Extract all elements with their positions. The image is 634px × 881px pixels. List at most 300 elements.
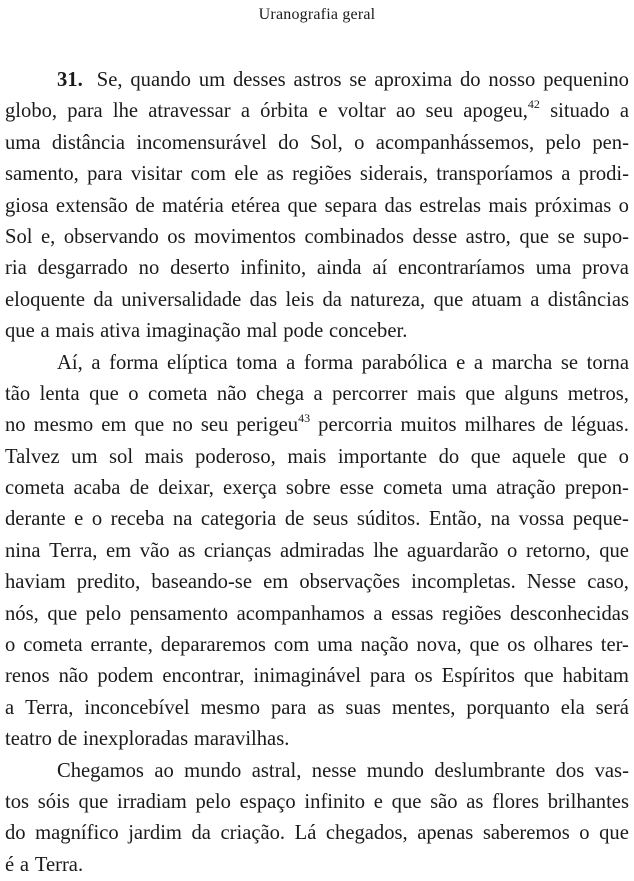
word: o (507, 539, 518, 562)
word: retorno, (525, 539, 591, 562)
word: e (318, 100, 328, 123)
word: dos (555, 759, 585, 782)
word: forma (109, 351, 159, 374)
word: pelo (545, 131, 581, 154)
word: percorria (318, 414, 393, 437)
word: leis (285, 288, 315, 311)
word: o (618, 445, 629, 468)
word: ela (560, 696, 585, 719)
word: porquanto (466, 696, 550, 719)
word: supo- (583, 225, 629, 248)
section-number: 31. (57, 69, 83, 91)
word: matéria (161, 194, 224, 217)
word: a (561, 163, 571, 186)
word: em (263, 571, 289, 594)
word: etérea (231, 194, 281, 217)
word: seu (200, 414, 229, 437)
word: a (313, 382, 323, 405)
word: depararemos (160, 634, 266, 657)
word: parabólica (361, 351, 448, 374)
word: se (557, 225, 575, 248)
word: jardim (128, 822, 182, 845)
word: para (87, 163, 123, 186)
word: que (433, 288, 464, 311)
word: ter- (600, 634, 629, 657)
text-line (5, 693, 629, 724)
word: Sol, (310, 131, 343, 154)
word: da (322, 288, 342, 311)
word: pen- (592, 131, 629, 154)
word: prepon- (564, 477, 629, 500)
word: ao (396, 100, 416, 123)
text-line (5, 599, 629, 630)
word: a (286, 351, 296, 374)
word: importante (337, 445, 428, 468)
word: atravessar (148, 100, 231, 123)
text-line (5, 348, 629, 379)
word: ativa (100, 320, 141, 343)
word: nesse (311, 759, 357, 782)
footnote-marker[interactable]: 43 (298, 411, 311, 426)
word: caso, (587, 571, 629, 594)
word: mais (287, 445, 327, 468)
word: atração (496, 477, 556, 500)
word: a (19, 853, 30, 876)
word: as (317, 696, 335, 719)
text-line (5, 630, 629, 661)
word: as (466, 790, 484, 813)
word: mentes, (391, 696, 456, 719)
word: distância (51, 131, 126, 154)
word: das (249, 288, 278, 311)
word: as (178, 539, 196, 562)
word: maravilhas. (193, 728, 290, 751)
word: os (414, 665, 433, 688)
word: sol (109, 445, 134, 468)
paragraph (5, 348, 629, 756)
word: seu (425, 100, 454, 123)
text-line (5, 787, 629, 818)
word: da (93, 288, 113, 311)
word: o (618, 194, 629, 217)
text-line (5, 253, 629, 284)
word: de (284, 508, 305, 531)
paragraph (5, 65, 629, 348)
word: ele (234, 163, 259, 186)
word: essas (391, 602, 434, 625)
word: para (369, 665, 406, 688)
word: aproxima (374, 69, 453, 91)
word: que (391, 790, 422, 813)
word: acompanhamos (236, 602, 365, 625)
word: chegados, (325, 822, 408, 845)
word: distâncias (547, 288, 629, 311)
word: espaço (239, 790, 296, 813)
word: o (128, 382, 139, 405)
word: peque- (572, 508, 629, 531)
word: das (384, 194, 412, 217)
word: ainda (316, 257, 362, 280)
word: quando (130, 69, 191, 91)
word: universalidade (121, 288, 242, 311)
word: Lá (294, 822, 317, 845)
word: muitos (400, 414, 457, 437)
word: de (543, 414, 564, 437)
word: conceber. (329, 320, 408, 343)
word: prova (582, 257, 629, 280)
word: aquele (512, 445, 566, 468)
text-line (5, 661, 629, 692)
word: teatro (5, 728, 52, 751)
word: prodi- (578, 163, 629, 186)
word: errante, (90, 634, 153, 657)
page-body (5, 65, 629, 881)
word: inimaginável (253, 665, 361, 688)
word: admiradas (279, 539, 365, 562)
word: infinito (304, 790, 366, 813)
word: nova, (416, 634, 462, 657)
word: na (490, 508, 511, 531)
word: criação. (220, 822, 286, 845)
word: sóis (37, 790, 70, 813)
word: que (287, 194, 318, 217)
word: as (266, 163, 284, 186)
word: voltar (337, 100, 386, 123)
word: pelo (85, 602, 122, 625)
word: encontrar, (162, 665, 245, 688)
word: inconcebível (84, 696, 190, 719)
word: movimentos (194, 225, 296, 248)
word: de (129, 477, 150, 500)
word: nós, (5, 602, 39, 625)
text-line (5, 316, 629, 347)
word: acompanhássemos, (375, 131, 535, 154)
word: o (354, 131, 365, 154)
word: alguns (504, 382, 559, 405)
word: os (167, 225, 186, 248)
text-line (5, 379, 629, 410)
word: pequenino (543, 69, 629, 91)
word: não (58, 665, 89, 688)
word: que (134, 414, 165, 437)
word: se (560, 351, 579, 374)
word: encontraríamos (398, 257, 525, 280)
word: os (507, 634, 526, 657)
word: Sol (5, 225, 33, 248)
word: Aí, (57, 351, 83, 374)
word: mais (416, 382, 456, 405)
word: a (40, 320, 50, 343)
word: para (270, 696, 307, 719)
word: imaginação (145, 320, 241, 343)
word: perigeu$^{43}$ (236, 411, 311, 437)
word: na (172, 508, 193, 531)
word: predito, (76, 571, 141, 594)
text-line (5, 850, 629, 881)
word: extensão (55, 194, 128, 217)
word: no (172, 414, 193, 437)
word: sobre (285, 477, 331, 500)
word: chega (256, 382, 305, 405)
word: Chegamos (57, 759, 144, 782)
word: mundo (366, 759, 424, 782)
text-line (5, 65, 629, 96)
word: se (349, 69, 367, 91)
word: Então, (428, 508, 483, 531)
word: metros, (567, 382, 629, 405)
word: situado (550, 100, 610, 123)
word: astro, (465, 225, 511, 248)
word: a (373, 602, 383, 625)
word: a (619, 100, 629, 123)
word: no (138, 257, 160, 280)
word: desse (412, 225, 458, 248)
word: irradiam (117, 790, 187, 813)
text-line (5, 285, 629, 316)
word: esse (339, 477, 374, 500)
word: e (456, 351, 466, 374)
word: suas (345, 696, 381, 719)
word: mesmo (33, 414, 94, 437)
word: flores (492, 790, 540, 813)
word: infinito, (240, 257, 307, 280)
word: categoria (200, 508, 277, 531)
word: combinados (304, 225, 404, 248)
text-line (5, 442, 629, 473)
word: toma (236, 351, 278, 374)
footnote-marker[interactable]: 42 (527, 97, 540, 112)
text-line (5, 222, 629, 253)
word: forma (303, 351, 354, 374)
word: são (430, 790, 458, 813)
word: nosso (488, 69, 536, 91)
word: natureza, (350, 288, 426, 311)
word: que (47, 602, 78, 625)
word: que (78, 790, 109, 813)
word: pode (283, 320, 324, 343)
word: uma (317, 634, 353, 657)
word: será (595, 696, 629, 719)
text-line (5, 724, 629, 755)
word: receba (110, 508, 165, 531)
word: a (530, 288, 540, 311)
word: no (5, 414, 26, 437)
word: observações (299, 571, 400, 594)
word: não (216, 382, 247, 405)
word: Se, (96, 69, 123, 91)
word: incomensurável (136, 131, 267, 154)
word: cometa (23, 634, 83, 657)
word: siderais, (359, 163, 428, 186)
word: mal (246, 320, 278, 343)
word: para (67, 100, 103, 123)
word: que (465, 382, 496, 405)
word: uma (535, 257, 572, 280)
word: de (135, 194, 155, 217)
word: vas- (594, 759, 629, 782)
word: da (191, 822, 211, 845)
word: brilhantes (547, 790, 629, 813)
word: aí (372, 257, 388, 280)
word: mais (488, 194, 528, 217)
text-line (5, 410, 629, 441)
word: o (579, 822, 590, 845)
word: lhe (112, 100, 139, 123)
word: marcha (491, 351, 553, 374)
word: deixar, (158, 477, 214, 500)
word: olhares (533, 634, 593, 657)
word: em (105, 539, 132, 562)
word: estrelas (419, 194, 482, 217)
word: que (5, 320, 35, 343)
word: Terra, (25, 696, 74, 719)
word: exerça (223, 477, 277, 500)
word: que (599, 539, 629, 562)
word: que (519, 225, 550, 248)
text-line (5, 818, 629, 849)
word: aguardarão (406, 539, 499, 562)
text-line (5, 756, 629, 787)
word: do (5, 822, 26, 845)
word: visitar (130, 163, 183, 186)
text-line (5, 567, 629, 598)
word: seus (312, 508, 349, 531)
word: desses (233, 69, 286, 91)
word: baseando-se (151, 571, 252, 594)
word: cometa (5, 477, 65, 500)
word: do (459, 69, 481, 91)
word: percorrer (332, 382, 408, 405)
word: observando (63, 225, 159, 248)
word: elíptica (166, 351, 228, 374)
word: ao (154, 759, 174, 782)
word: renos (5, 665, 50, 688)
word: o (91, 508, 103, 531)
word: mais (144, 445, 184, 468)
word: a (240, 100, 250, 123)
word: uma (451, 477, 488, 500)
word: cometa (383, 477, 443, 500)
word: com (273, 634, 310, 657)
word: Nesse (526, 571, 577, 594)
word: poderoso, (195, 445, 276, 468)
word: mundo (184, 759, 242, 782)
text-line (5, 191, 629, 222)
word: nina (5, 539, 41, 562)
word: que (577, 445, 608, 468)
text-line (5, 536, 629, 567)
word: atuam (471, 288, 522, 311)
word: vão (139, 539, 170, 562)
word: pelo (195, 790, 231, 813)
word: em (101, 414, 127, 437)
word: lenta (39, 382, 80, 405)
word: derante (5, 508, 66, 531)
word: astros (293, 69, 342, 91)
word: léguas. (571, 414, 629, 437)
word: que (89, 382, 119, 405)
word: saberemos (482, 822, 570, 845)
paragraph (5, 756, 629, 881)
word: que (469, 634, 500, 657)
word: mais (55, 320, 95, 343)
word: incompletas. (411, 571, 516, 594)
word: transporíamos (436, 163, 553, 186)
word: do (438, 445, 460, 468)
word: tos (5, 790, 30, 813)
text-line (5, 504, 629, 535)
word: deserto (170, 257, 230, 280)
text-line (5, 159, 629, 190)
word: um (198, 69, 226, 91)
word: habitam (562, 665, 629, 688)
word: milhares (464, 414, 536, 437)
word: eloquente (5, 288, 86, 311)
word: Espíritos (441, 665, 515, 688)
word: um (71, 445, 98, 468)
word: desgarrado (37, 257, 128, 280)
word: próximas (534, 194, 612, 217)
word: Terra, (49, 539, 98, 562)
word: a (91, 351, 101, 374)
word: com (190, 163, 227, 186)
word: que (470, 445, 501, 468)
word: regiões (441, 602, 502, 625)
word: magnífico (35, 822, 119, 845)
word: torna (586, 351, 629, 374)
word: lhe (373, 539, 399, 562)
word: mesmo (200, 696, 261, 719)
word: Terra. (34, 853, 84, 876)
text-line (5, 128, 629, 159)
word: e (74, 508, 84, 531)
word: regiões (292, 163, 352, 186)
word: nação (360, 634, 409, 657)
running-header: Uranografia geral (258, 6, 376, 23)
word: deslumbrante (434, 759, 546, 782)
word: de (57, 728, 78, 751)
word: crianças (203, 539, 272, 562)
word: apogeu,$^{42}$ (463, 97, 540, 123)
word: a (473, 351, 483, 374)
word: pensamento (129, 602, 229, 625)
word: vossa (518, 508, 565, 531)
word: astral, (251, 759, 302, 782)
word: uma (5, 131, 41, 154)
word: giosa (5, 194, 49, 217)
word: Talvez (5, 445, 60, 468)
word: apenas (417, 822, 474, 845)
word: cometa (147, 382, 208, 405)
word: que (523, 665, 554, 688)
word: súditos. (356, 508, 421, 531)
word: samento, (5, 163, 79, 186)
word: inexploradas (82, 728, 189, 751)
word: podem (97, 665, 154, 688)
word: separa (324, 194, 378, 217)
word: a (5, 696, 15, 719)
text-line (5, 96, 629, 127)
text-line (5, 473, 629, 504)
word: do (278, 131, 299, 154)
word: o (5, 634, 16, 657)
word: que (599, 822, 629, 845)
word: órbita (260, 100, 309, 123)
word: acaba (73, 477, 121, 500)
word: e (373, 790, 383, 813)
word: desconhecidas (510, 602, 629, 625)
word: e, (41, 225, 56, 248)
